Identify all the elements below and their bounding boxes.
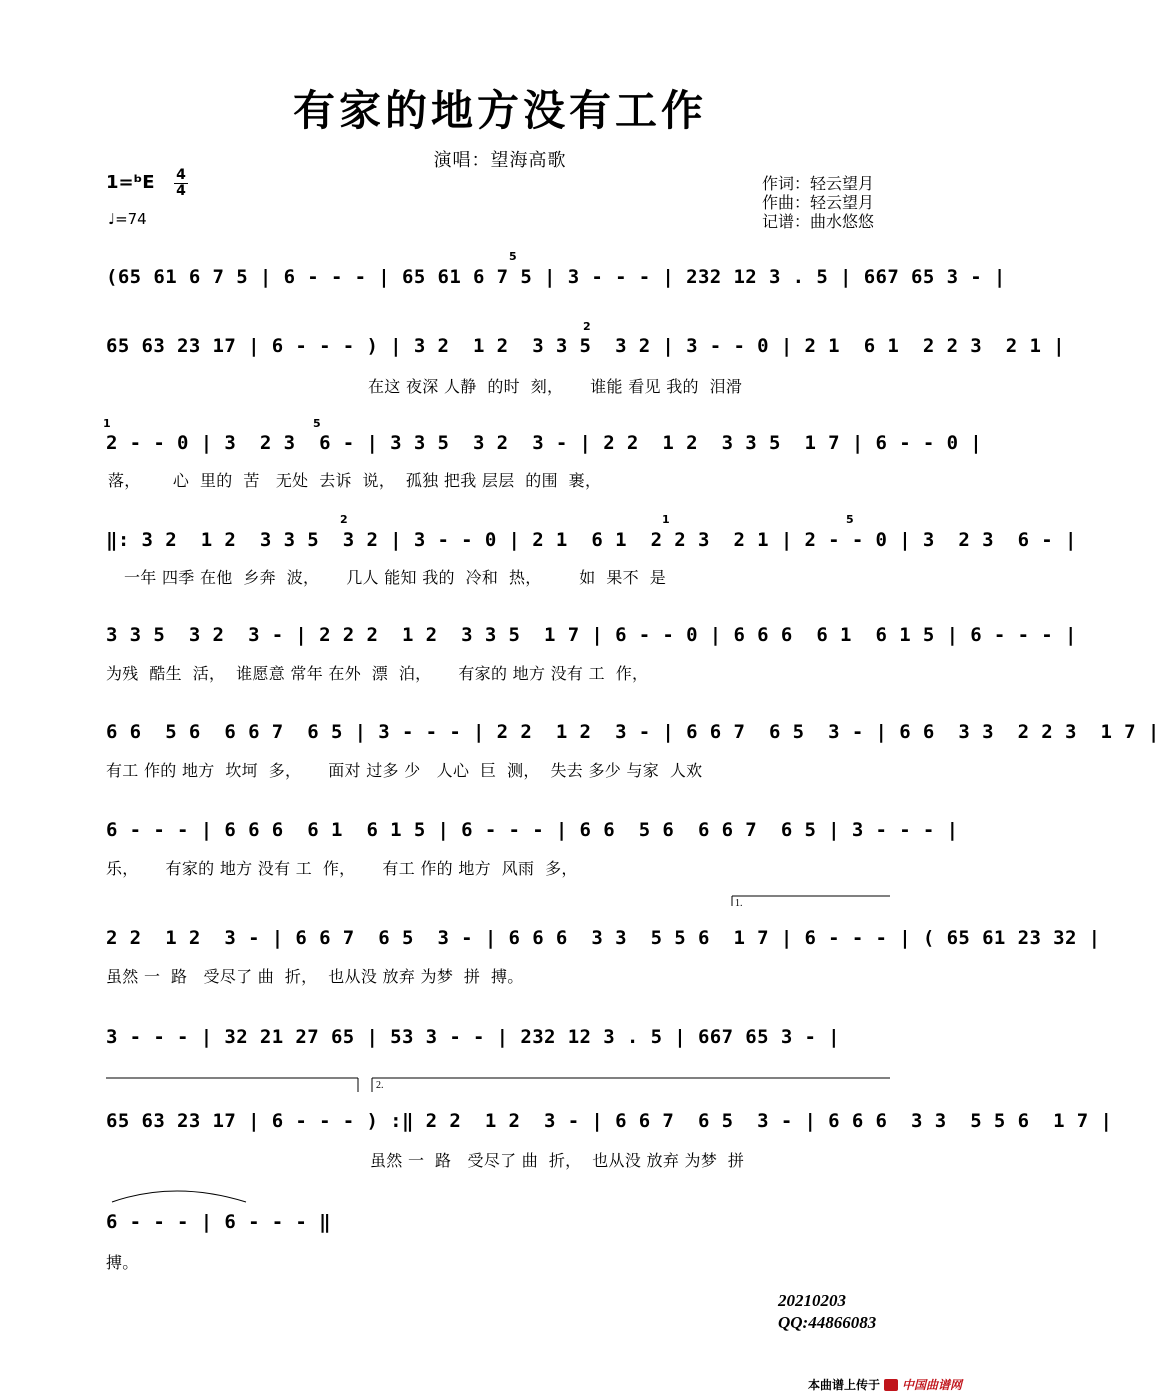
grace-note: 5 (509, 250, 517, 263)
time-signature-top: 4 (176, 167, 186, 183)
system-6-notes: 6 6 5 6 6 6 7 6 5 | 3 - - - | 2 2 1 2 3 - | 6 6 7 6 5 3 - | 6 6 3 3 2 2 3 1 7 | (106, 721, 1160, 743)
system-5-lyrics: 为残 酷生 活， 谁愿意 常年 在外 漂 泊， 有家的 地方 没有 工 作， (106, 664, 649, 683)
system-4-notes: ‖: 3 2 1 2 3 3 5 3 2 | 3 - - 0 | 2 1 6 1 2 2 3 2 1 | 2 - - 0 | 3 2 3 6 - | (106, 529, 1077, 551)
grace-note: 5 (313, 417, 321, 430)
system-7-notes: 6 - - - | 6 6 6 6 1 6 1 5 | 6 - - - | 6 6 5 6 6 6 7 6 5 | 3 - - - | (106, 819, 959, 841)
system-11-notes: 6 - - - | 6 - - - ‖ (106, 1211, 331, 1233)
system-1-notes: (65 61 6 7 5 | 6 - - - | 65 61 6 7 5 | 3 - - - | 232 12 3 . 5 | 667 65 3 - | (106, 266, 1006, 288)
lyricist-credit: 作词：轻云望月 (762, 174, 875, 193)
tempo-marking: ♩=74 (108, 210, 147, 228)
system-3-notes: 2 - - 0 | 3 2 3 6 - | 3 3 5 3 2 3 - | 2 2 1 2 3 3 5 1 7 | 6 - - 0 | (106, 432, 983, 454)
grace-note: 2 (583, 320, 591, 333)
volta-1-bracket (106, 896, 890, 1092)
system-6-lyrics: 有工 作的 地方 坎坷 多， 面对 过多 少 人心 巨 测， 失去 多少 与家 人欢 (106, 761, 703, 780)
system-3-lyrics: 落， 心 里的 苦 无处 去诉 说， 孤独 把我 层层 的围 裹， (108, 471, 602, 490)
upload-text: 本曲谱上传于 (808, 1378, 881, 1392)
grace-note: 5 (846, 513, 854, 526)
upload-note (808, 1376, 962, 1393)
singer-credit: 演唱：望海高歌 (433, 150, 567, 171)
volta-2-label: 2. (376, 1080, 384, 1091)
volta-2-bracket (372, 1078, 890, 1092)
composer-credit: 作曲：轻云望月 (762, 193, 875, 212)
grace-note: 1 (103, 417, 111, 430)
system-10-lyrics: 虽然 一 路 受尽了 曲 折， 也从没 放弃 为梦 拼 (370, 1151, 745, 1170)
footer-info (778, 1290, 876, 1334)
footer-date: 20210203 (778, 1291, 846, 1310)
system-7-lyrics: 乐， 有家的 地方 没有 工 作， 有工 作的 地方 风雨 多， (106, 859, 578, 878)
system-5-notes: 3 3 5 3 2 3 - | 2 2 2 1 2 3 3 5 1 7 | 6 - - 0 | 6 6 6 6 1 6 1 5 | 6 - - - | (106, 624, 1077, 646)
grace-note: 2 (340, 513, 348, 526)
key-signature: 1=ᵇE (106, 172, 155, 193)
system-2-notes: 65 63 23 17 | 6 - - - ) | 3 2 1 2 3 3 5 3 2 | 3 - - 0 | 2 1 6 1 2 2 3 2 1 | (106, 335, 1065, 357)
site-logo-text: 中国曲谱网 (902, 1378, 963, 1392)
system-8-notes: 2 2 1 2 3 - | 6 6 7 6 5 3 - | 6 6 6 3 3 5 5 6 1 7 | 6 - - - | ( 65 61 23 32 | (106, 927, 1101, 949)
grace-note: 1 (662, 513, 670, 526)
site-logo-icon (884, 1379, 898, 1391)
volta-1-label: 1. (735, 898, 743, 909)
system-11-lyrics: 搏。 (106, 1253, 139, 1272)
transcriber-credit: 记谱：曲水悠悠 (762, 212, 875, 231)
system-4-lyrics: 一年 四季 在他 乡奔 波， 几人 能知 我的 冷和 热， 如 果不 是 (124, 568, 667, 587)
system-8-lyrics: 虽然 一 路 受尽了 曲 折， 也从没 放弃 为梦 拼 搏。 (106, 967, 524, 986)
system-10-notes: 65 63 23 17 | 6 - - - ) :‖ 2 2 1 2 3 - | 6 6 7 6 5 3 - | 6 6 6 3 3 5 5 6 1 7 | (106, 1110, 1113, 1132)
system-9-notes: 3 - - - | 32 21 27 65 | 53 3 - - | 232 12 3 . 5 | 667 65 3 - | (106, 1026, 841, 1048)
page-title: 有家的地方没有工作 (292, 86, 707, 135)
final-tie (112, 1191, 246, 1202)
time-signature-bottom: 4 (174, 183, 188, 199)
footer-qq: QQ:44866083 (778, 1313, 877, 1332)
system-2-lyrics: 在这 夜深 人静 的时 刻， 谁能 看见 我的 泪滑 (368, 377, 743, 396)
